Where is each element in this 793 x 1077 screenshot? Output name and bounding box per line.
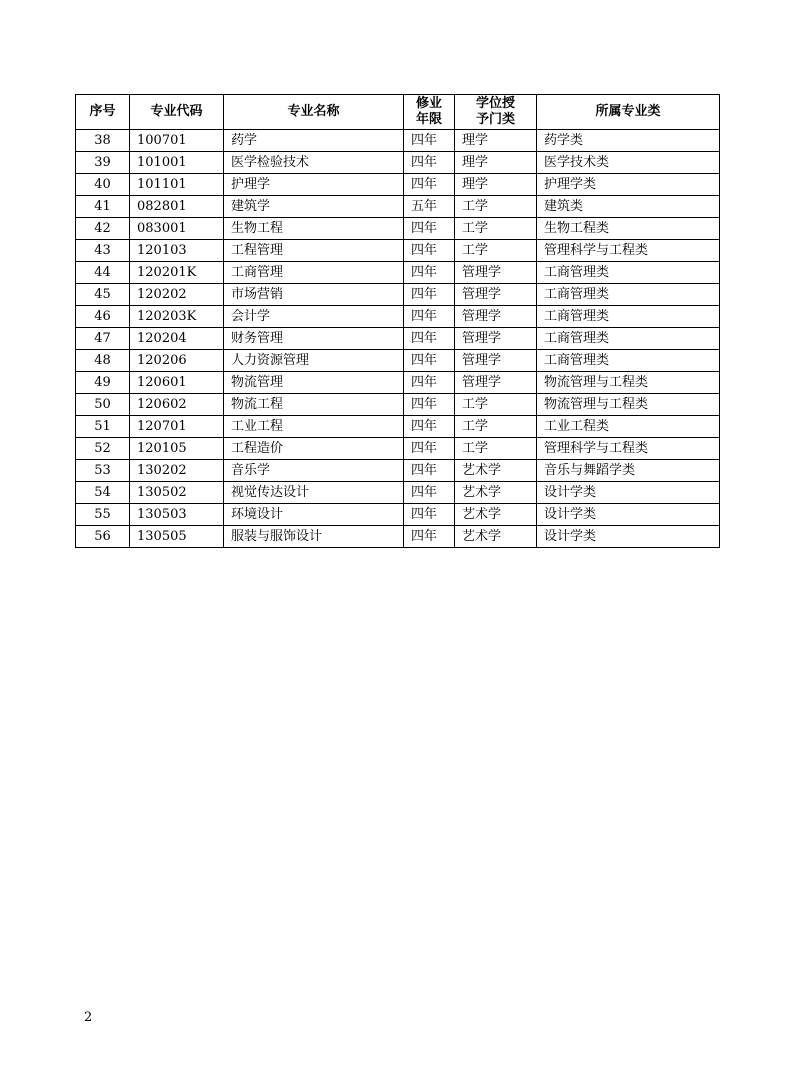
cell-seq: 50 — [76, 394, 130, 416]
cell-major-name: 工业工程 — [224, 416, 404, 438]
table-row — [76, 196, 720, 218]
cell-major-category: 药学类 — [537, 130, 720, 152]
cell-degree-category: 工学 — [455, 218, 537, 240]
table-row — [76, 350, 720, 372]
cell-major-code: 101101 — [130, 174, 224, 196]
cell-study-duration: 四年 — [404, 438, 455, 460]
cell-major-code: 120701 — [130, 416, 224, 438]
cell-seq: 49 — [76, 372, 130, 394]
cell-degree-category: 艺术学 — [455, 460, 537, 482]
table-row — [76, 394, 720, 416]
cell-major-name: 医学检验技术 — [224, 152, 404, 174]
cell-major-name: 服装与服饰设计 — [224, 526, 404, 548]
cell-major-category: 工商管理类 — [537, 350, 720, 372]
cell-degree-category: 工学 — [455, 416, 537, 438]
cell-major-code: 120103 — [130, 240, 224, 262]
cell-study-duration: 五年 — [404, 196, 455, 218]
cell-seq: 44 — [76, 262, 130, 284]
cell-degree-category: 管理学 — [455, 372, 537, 394]
cell-major-name: 人力资源管理 — [224, 350, 404, 372]
cell-study-duration: 四年 — [404, 460, 455, 482]
cell-study-duration: 四年 — [404, 416, 455, 438]
table-row — [76, 460, 720, 482]
cell-degree-category: 艺术学 — [455, 526, 537, 548]
table-row — [76, 218, 720, 240]
cell-study-duration: 四年 — [404, 328, 455, 350]
cell-seq: 56 — [76, 526, 130, 548]
cell-major-code: 120602 — [130, 394, 224, 416]
cell-seq: 48 — [76, 350, 130, 372]
table-body — [76, 130, 720, 548]
cell-degree-category: 工学 — [455, 394, 537, 416]
table-row — [76, 240, 720, 262]
table-row — [76, 416, 720, 438]
header-study-duration-line2: 年限 — [415, 112, 442, 127]
cell-study-duration: 四年 — [404, 306, 455, 328]
table-row — [76, 328, 720, 350]
cell-degree-category: 工学 — [455, 438, 537, 460]
cell-major-code: 120204 — [130, 328, 224, 350]
cell-major-name: 音乐学 — [224, 460, 404, 482]
cell-study-duration: 四年 — [404, 218, 455, 240]
table-row — [76, 152, 720, 174]
cell-major-category: 生物工程类 — [537, 218, 720, 240]
cell-major-name: 生物工程 — [224, 218, 404, 240]
cell-major-category: 设计学类 — [537, 504, 720, 526]
major-list-table — [75, 94, 720, 548]
cell-seq: 40 — [76, 174, 130, 196]
table-row — [76, 438, 720, 460]
page-number: 2 — [84, 1010, 93, 1025]
table-row — [76, 372, 720, 394]
cell-degree-category: 艺术学 — [455, 504, 537, 526]
table-header-row — [76, 95, 720, 130]
cell-degree-category: 工学 — [455, 240, 537, 262]
cell-major-code: 120201K — [130, 262, 224, 284]
cell-major-category: 物流管理与工程类 — [537, 372, 720, 394]
cell-major-name: 工程管理 — [224, 240, 404, 262]
cell-study-duration: 四年 — [404, 152, 455, 174]
cell-seq: 43 — [76, 240, 130, 262]
cell-major-name: 视觉传达设计 — [224, 482, 404, 504]
cell-major-code: 082801 — [130, 196, 224, 218]
cell-major-category: 建筑类 — [537, 196, 720, 218]
cell-study-duration: 四年 — [404, 526, 455, 548]
cell-major-code: 120202 — [130, 284, 224, 306]
cell-study-duration: 四年 — [404, 174, 455, 196]
cell-study-duration: 四年 — [404, 482, 455, 504]
cell-major-code: 100701 — [130, 130, 224, 152]
cell-major-name: 会计学 — [224, 306, 404, 328]
header-degree-category — [455, 95, 537, 130]
cell-major-category: 设计学类 — [537, 526, 720, 548]
header-major-name: 专业名称 — [224, 95, 404, 130]
cell-study-duration: 四年 — [404, 394, 455, 416]
cell-seq: 38 — [76, 130, 130, 152]
cell-major-category: 工商管理类 — [537, 262, 720, 284]
cell-major-category: 管理科学与工程类 — [537, 240, 720, 262]
cell-major-code: 130505 — [130, 526, 224, 548]
cell-major-name: 财务管理 — [224, 328, 404, 350]
table-row — [76, 526, 720, 548]
cell-major-category: 工商管理类 — [537, 328, 720, 350]
table-row — [76, 504, 720, 526]
cell-major-name: 药学 — [224, 130, 404, 152]
cell-major-code: 120206 — [130, 350, 224, 372]
cell-major-name: 工程造价 — [224, 438, 404, 460]
cell-degree-category: 管理学 — [455, 328, 537, 350]
cell-major-code: 120203K — [130, 306, 224, 328]
cell-major-code: 120601 — [130, 372, 224, 394]
cell-seq: 54 — [76, 482, 130, 504]
cell-major-category: 管理科学与工程类 — [537, 438, 720, 460]
cell-seq: 39 — [76, 152, 130, 174]
cell-major-code: 101001 — [130, 152, 224, 174]
cell-degree-category: 理学 — [455, 174, 537, 196]
cell-major-code: 130503 — [130, 504, 224, 526]
cell-study-duration: 四年 — [404, 130, 455, 152]
header-major-category: 所属专业类 — [537, 95, 720, 130]
table-row — [76, 130, 720, 152]
cell-degree-category: 理学 — [455, 130, 537, 152]
header-study-duration-line1: 修业 — [415, 96, 442, 111]
cell-study-duration: 四年 — [404, 350, 455, 372]
header-study-duration — [404, 95, 455, 130]
table-row — [76, 262, 720, 284]
cell-degree-category: 管理学 — [455, 350, 537, 372]
table-row — [76, 482, 720, 504]
cell-degree-category: 管理学 — [455, 262, 537, 284]
cell-major-name: 市场营销 — [224, 284, 404, 306]
cell-major-category: 工业工程类 — [537, 416, 720, 438]
cell-major-category: 工商管理类 — [537, 284, 720, 306]
cell-major-name: 工商管理 — [224, 262, 404, 284]
cell-study-duration: 四年 — [404, 262, 455, 284]
cell-seq: 47 — [76, 328, 130, 350]
cell-major-category: 工商管理类 — [537, 306, 720, 328]
table-row — [76, 306, 720, 328]
cell-seq: 53 — [76, 460, 130, 482]
cell-major-code: 130202 — [130, 460, 224, 482]
cell-seq: 41 — [76, 196, 130, 218]
cell-seq: 51 — [76, 416, 130, 438]
cell-major-category: 医学技术类 — [537, 152, 720, 174]
cell-study-duration: 四年 — [404, 284, 455, 306]
cell-seq: 46 — [76, 306, 130, 328]
cell-seq: 42 — [76, 218, 130, 240]
header-major-code: 专业代码 — [130, 95, 224, 130]
header-degree-category-line2: 予门类 — [475, 112, 515, 127]
table-row — [76, 284, 720, 306]
cell-major-category: 设计学类 — [537, 482, 720, 504]
cell-degree-category: 理学 — [455, 152, 537, 174]
cell-seq: 55 — [76, 504, 130, 526]
cell-seq: 45 — [76, 284, 130, 306]
cell-major-code: 130502 — [130, 482, 224, 504]
cell-major-category: 物流管理与工程类 — [537, 394, 720, 416]
header-seq: 序号 — [76, 95, 130, 130]
cell-major-name: 物流管理 — [224, 372, 404, 394]
cell-degree-category: 工学 — [455, 196, 537, 218]
cell-degree-category: 管理学 — [455, 306, 537, 328]
cell-major-code: 120105 — [130, 438, 224, 460]
cell-major-category: 护理学类 — [537, 174, 720, 196]
cell-major-name: 物流工程 — [224, 394, 404, 416]
cell-degree-category: 管理学 — [455, 284, 537, 306]
header-degree-category-line1: 学位授 — [475, 96, 515, 111]
cell-major-name: 环境设计 — [224, 504, 404, 526]
cell-major-code: 083001 — [130, 218, 224, 240]
cell-major-name: 建筑学 — [224, 196, 404, 218]
cell-major-category: 音乐与舞蹈学类 — [537, 460, 720, 482]
cell-degree-category: 艺术学 — [455, 482, 537, 504]
table-row — [76, 174, 720, 196]
cell-major-name: 护理学 — [224, 174, 404, 196]
cell-study-duration: 四年 — [404, 504, 455, 526]
cell-seq: 52 — [76, 438, 130, 460]
cell-study-duration: 四年 — [404, 240, 455, 262]
cell-study-duration: 四年 — [404, 372, 455, 394]
table-header — [76, 95, 720, 130]
